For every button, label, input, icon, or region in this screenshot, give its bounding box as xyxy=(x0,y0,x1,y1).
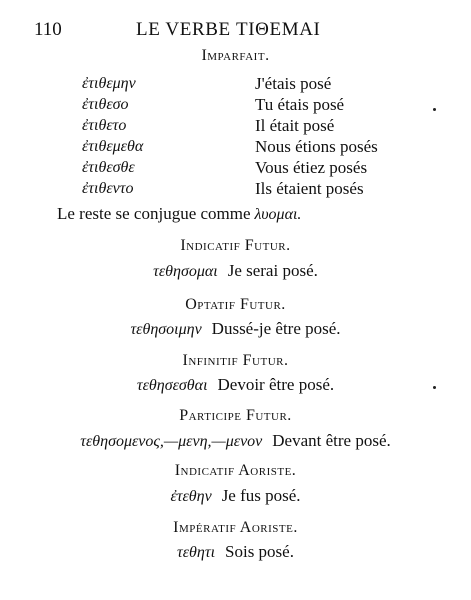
scan-speck xyxy=(433,108,436,111)
participe-futur-greek: τεθησομενος,—μενη,—μενον xyxy=(80,433,263,450)
conjugation-note xyxy=(57,204,301,224)
optatif-futur-greek: τεθησοιμην xyxy=(130,321,202,338)
indicatif-futur-heading: Indicatif Futur. xyxy=(180,237,291,254)
imparfait-greek-6: ἐτιθεντο xyxy=(82,180,134,197)
scan-speck xyxy=(433,386,436,389)
imparfait-greek-4: ἐτιθεμεθα xyxy=(82,138,144,155)
participe-futur-heading: Participe Futur. xyxy=(179,407,292,424)
imperatif-aoriste-french: Sois posé. xyxy=(225,542,294,561)
conjugation-note-text: Le reste se conjugue comme xyxy=(57,204,251,223)
page-number: 110 xyxy=(34,19,62,40)
infinitif-futur-heading: Infinitif Futur. xyxy=(182,352,289,369)
indicatif-futur-greek: τεθησομαι xyxy=(153,263,218,280)
imparfait-greek-2: ἐτιθεσο xyxy=(82,96,129,113)
infinitif-futur-line xyxy=(0,375,471,395)
imparfait-french-3: Il était posé xyxy=(255,116,335,135)
indicatif-futur-french: Je serai posé. xyxy=(227,261,318,280)
imparfait-heading: Imparfait. xyxy=(201,47,270,64)
infinitif-futur-french: Devoir être posé. xyxy=(217,375,335,394)
imparfait-greek-5: ἐτιθεσθε xyxy=(82,159,135,176)
imperatif-aoriste-heading: Impératif Aoriste. xyxy=(173,519,298,536)
indicatif-aoriste-line xyxy=(0,486,471,506)
page-title: LE VERBE ΤΙΘΕΜΑΙ xyxy=(136,19,321,40)
optatif-futur-french: Dussé-je être posé. xyxy=(211,319,341,338)
participe-futur-line xyxy=(0,431,471,451)
imparfait-french-6: Ils étaient posés xyxy=(255,179,364,198)
indicatif-futur-line xyxy=(0,261,471,281)
infinitif-futur-greek: τεθησεσθαι xyxy=(136,377,208,394)
imparfait-french-4: Nous étions posés xyxy=(255,137,378,156)
optatif-futur-heading: Optatif Futur. xyxy=(185,296,286,313)
imparfait-french-5: Vous étiez posés xyxy=(255,158,368,177)
imperatif-aoriste-line xyxy=(0,542,471,562)
optatif-futur-line xyxy=(0,319,471,339)
imperatif-aoriste-greek: τεθητι xyxy=(177,544,216,561)
imparfait-greek-1: ἐτιθεμην xyxy=(82,75,136,92)
imparfait-greek-3: ἐτιθετο xyxy=(82,117,127,134)
participe-futur-french: Devant être posé. xyxy=(272,431,391,450)
indicatif-aoriste-french: Je fus posé. xyxy=(221,486,301,505)
indicatif-aoriste-greek: ἐτεθην xyxy=(170,488,212,505)
conjugation-note-greek: λυομαι. xyxy=(254,206,302,223)
indicatif-aoriste-heading: Indicatif Aoriste. xyxy=(174,462,297,479)
imparfait-french-1: J'étais posé xyxy=(255,74,332,93)
imparfait-french-2: Tu étais posé xyxy=(255,95,345,114)
